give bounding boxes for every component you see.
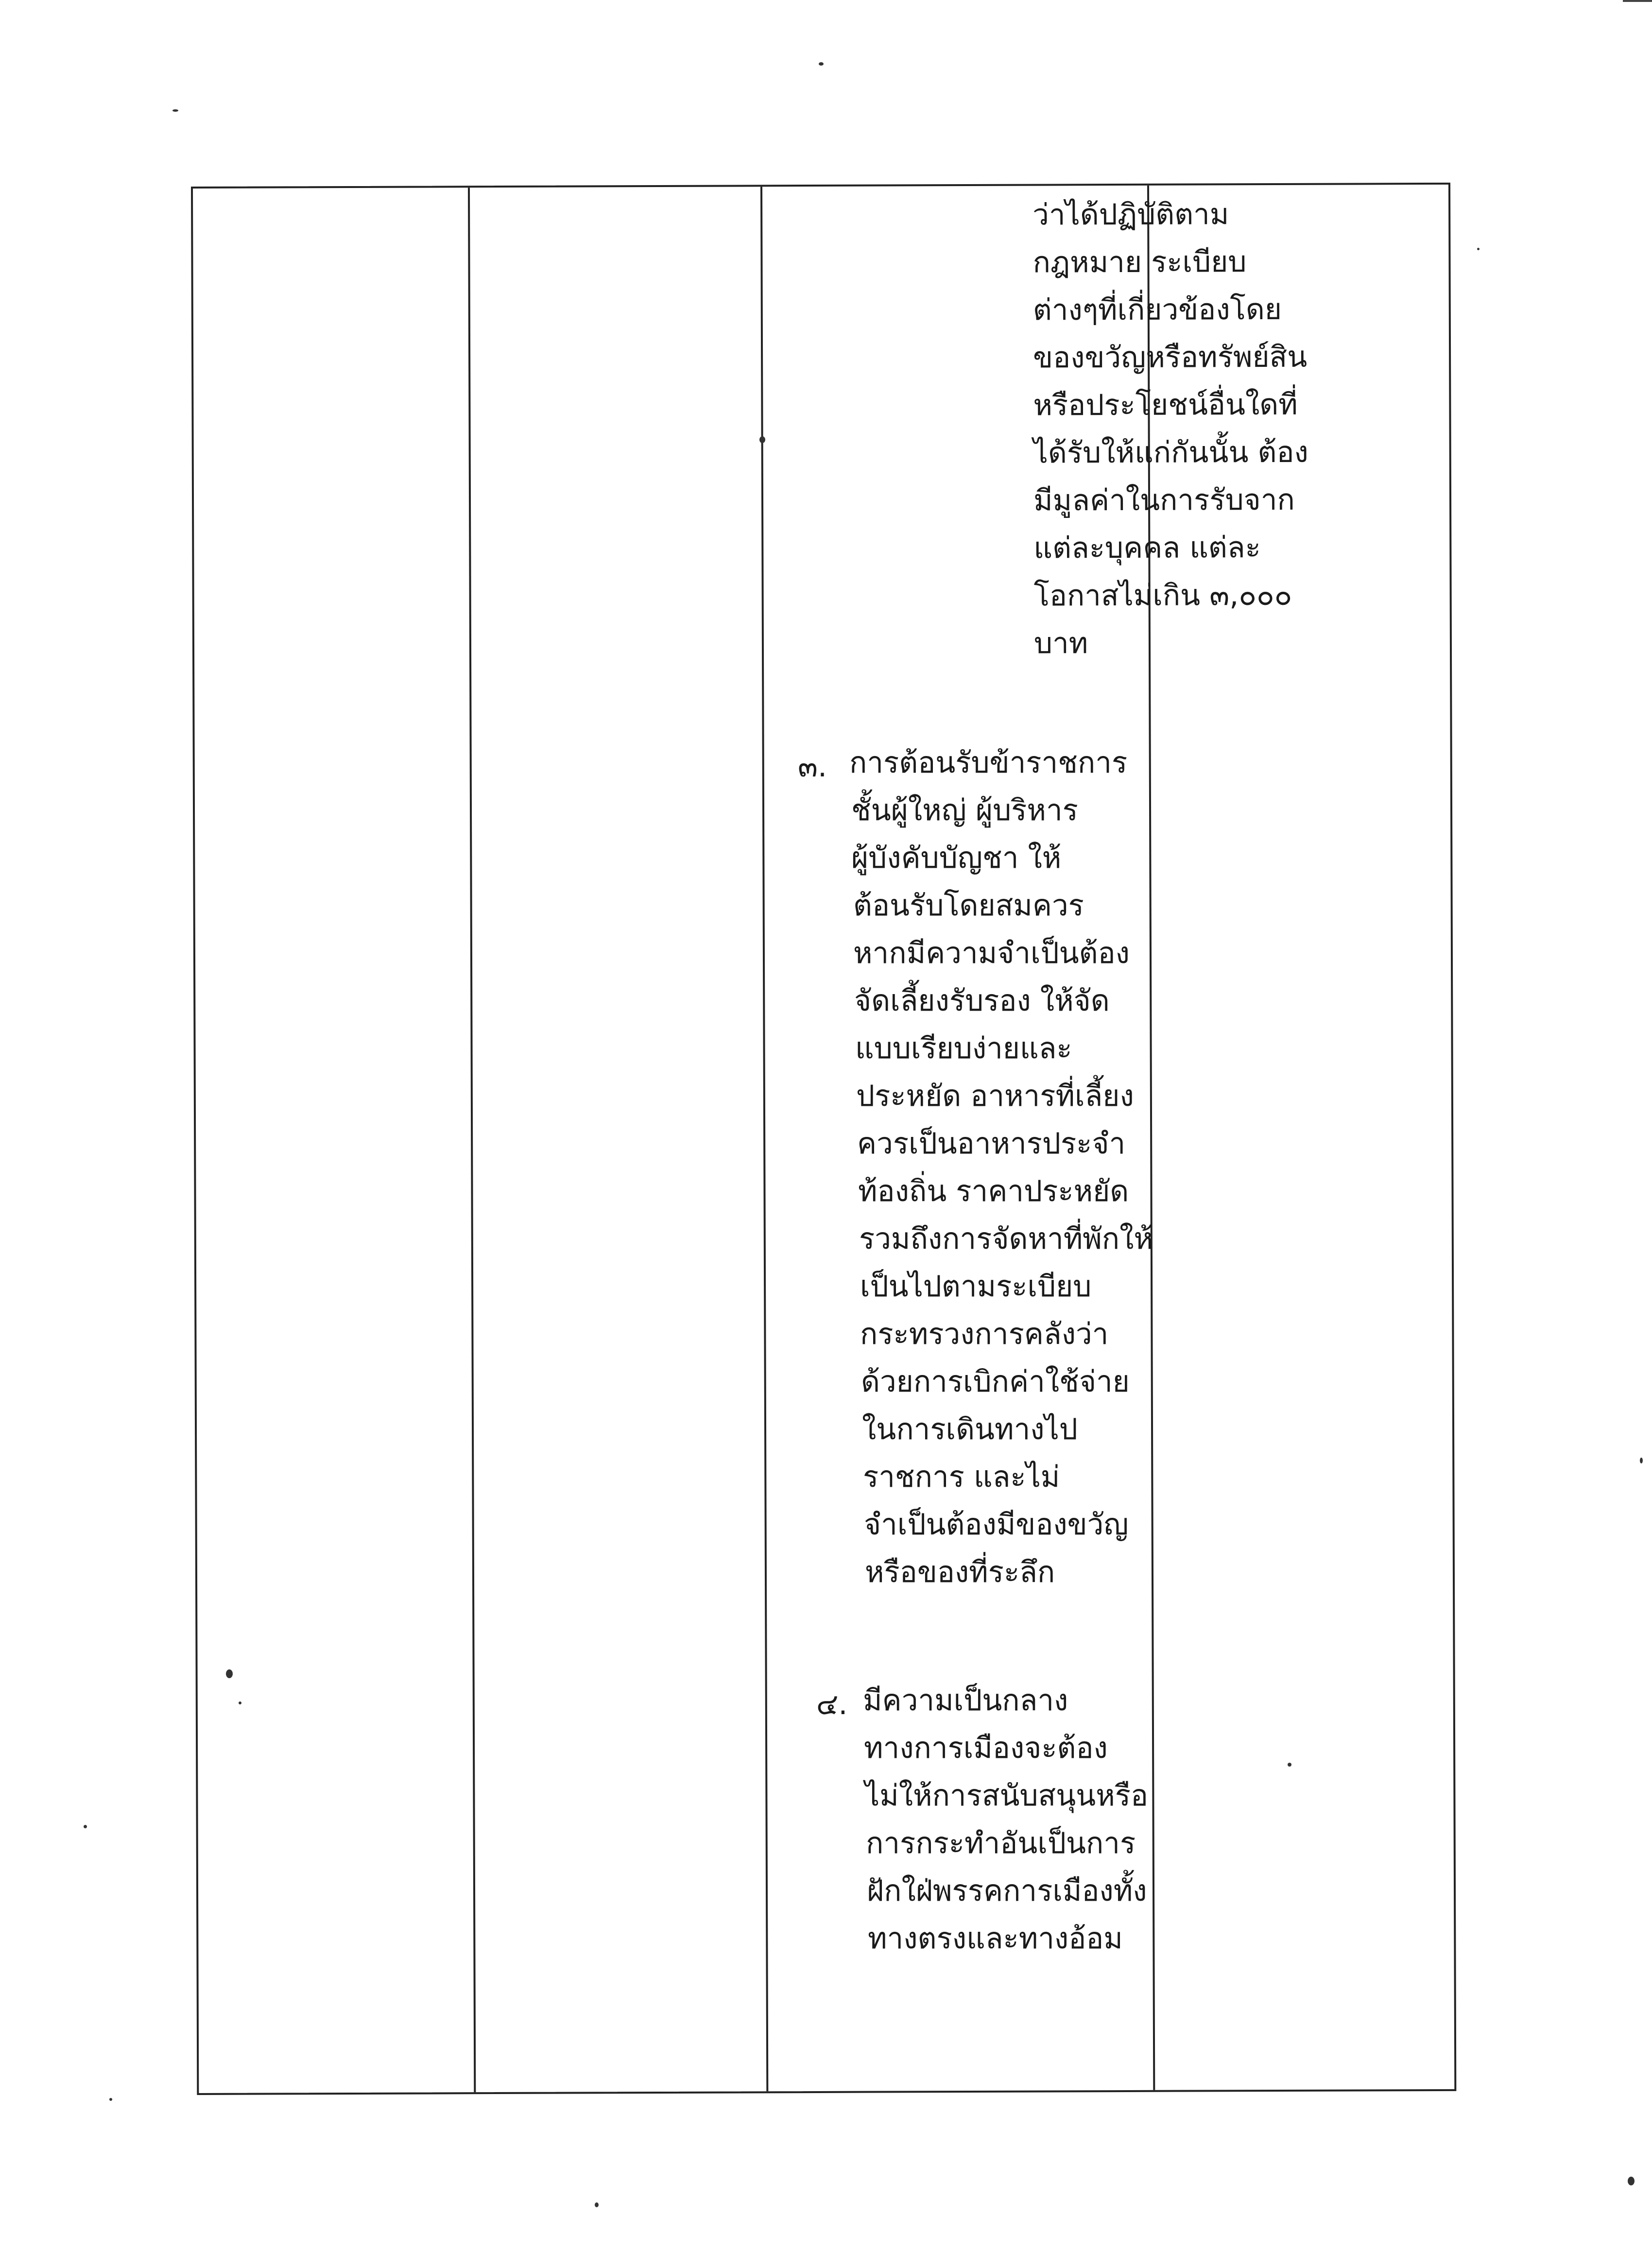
scan-speck bbox=[84, 1825, 87, 1828]
text-line: ประหยัด อาหารที่เลี้ยง bbox=[856, 1079, 1134, 1113]
text-line: ต่างๆที่เกี่ยวข้องโดย bbox=[1032, 292, 1282, 327]
text-line: ทางตรงและทางอ้อม bbox=[868, 1922, 1123, 1956]
scan-speck bbox=[109, 2098, 112, 2101]
text-line: จัดเลี้ยงรับรอง ให้จัด bbox=[854, 984, 1110, 1018]
text-line: หรือของที่ระลึก bbox=[865, 1555, 1055, 1589]
text-line: ของขวัญหรือทรัพย์สิน bbox=[1033, 340, 1308, 375]
text-line: เป็นไปตามระเบียบ bbox=[860, 1270, 1092, 1304]
table-cell-content bbox=[760, 186, 1308, 661]
scan-speck bbox=[239, 1701, 241, 1704]
scan-speck bbox=[1628, 2177, 1635, 2185]
text-line: โอกาสไม่เกิน ๓,๐๐๐ bbox=[1033, 578, 1292, 613]
scan-speck bbox=[172, 109, 178, 112]
text-line: ทางการเมืองจะต้อง bbox=[864, 1731, 1108, 1765]
text-line: ราชการ และไม่ bbox=[863, 1460, 1060, 1494]
scan-speck bbox=[226, 1669, 233, 1678]
text-line: หากมีความจำเป็นต้อง bbox=[853, 936, 1130, 970]
text-line: การกระทำอันเป็นการ bbox=[866, 1826, 1136, 1860]
text-line: บาท bbox=[1033, 626, 1088, 661]
item-number: ๓. bbox=[798, 750, 827, 784]
document-table bbox=[191, 183, 1456, 2095]
text-line: แต่ละบุคคล แต่ละ bbox=[1033, 531, 1261, 566]
text-line: ในการเดินทางไป bbox=[862, 1412, 1078, 1446]
text-line: แบบเรียบง่ายและ bbox=[855, 1031, 1072, 1065]
text-line: มีมูลค่าในการรับจาก bbox=[1033, 482, 1295, 518]
text-line: ว่าได้ปฏิบัติตาม bbox=[1032, 197, 1229, 232]
text-line: รวมถึงการจัดหาที่พักให้ bbox=[859, 1222, 1153, 1256]
scan-speck bbox=[595, 2202, 599, 2207]
scan-speck bbox=[1640, 1458, 1643, 1463]
text-line: ด้วยการเบิกค่าใช้จ่าย bbox=[861, 1365, 1130, 1399]
scan-speck bbox=[819, 62, 824, 66]
text-line: ผู้บังคับบัญชา ให้ bbox=[851, 841, 1062, 875]
text-line: ไม่ให้การสนับสนุนหรือ bbox=[865, 1779, 1149, 1813]
text-line: ควรเป็นอาหารประจำ bbox=[857, 1127, 1126, 1161]
text-line: มีความเป็นกลาง bbox=[863, 1684, 1068, 1718]
column-divider-2 bbox=[760, 187, 768, 2091]
text-line: จำเป็นต้องมีของขวัญ bbox=[864, 1508, 1129, 1542]
column-divider-3 bbox=[1147, 186, 1155, 2090]
scan-speck bbox=[1288, 1763, 1291, 1767]
text-line: ฝักใฝ่พรรคการเมืองทั้ง bbox=[867, 1874, 1147, 1908]
scan-edge-mark bbox=[1623, 0, 1652, 8]
text-line: กฎหมาย ระเบียบ bbox=[1032, 245, 1247, 280]
text-line: ต้อนรับโดยสมควร bbox=[853, 889, 1084, 923]
item-number: ๔. bbox=[816, 1687, 848, 1721]
text-line: หรือประโยชน์อื่นใดที่ bbox=[1033, 387, 1298, 423]
text-line: ได้รับให้แก่กันนั้น ต้อง bbox=[1033, 435, 1308, 470]
column-divider-1 bbox=[468, 188, 476, 2092]
scan-speck bbox=[759, 436, 765, 443]
text-line: ท้องถิ่น ราคาประหยัด bbox=[858, 1174, 1129, 1208]
text-line: กระทรวงการคลังว่า bbox=[860, 1317, 1109, 1351]
text-line: การต้อนรับข้าราชการ bbox=[849, 746, 1128, 780]
scan-speck bbox=[1477, 248, 1480, 250]
text-line: ชั้นผู้ใหญ่ ผู้บริหาร bbox=[851, 793, 1078, 827]
